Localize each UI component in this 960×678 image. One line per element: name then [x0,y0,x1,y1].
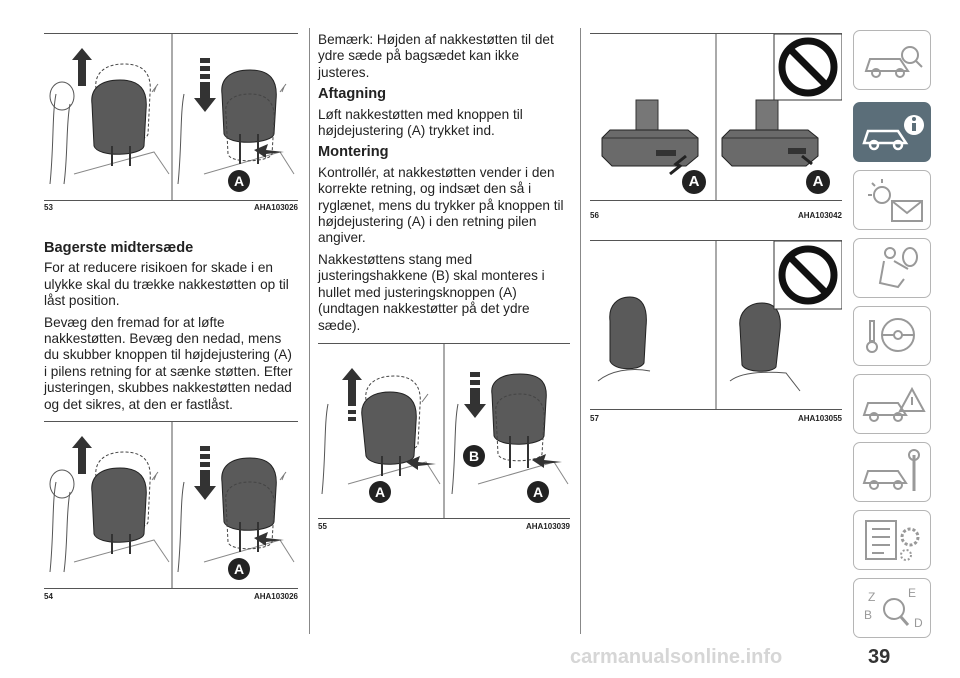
figure-number: 57 [590,414,599,423]
callout-a: A [688,173,700,190]
warning-lights-icon [854,171,932,231]
chapter-tab-safety[interactable] [853,238,931,298]
car-wrench-icon [854,443,932,503]
figure-code: AHA103026 [253,203,298,212]
column-divider [309,28,310,634]
figure-number: 54 [44,592,53,601]
section-heading: Bagerste midtersæde [44,240,194,256]
car-search-icon [854,31,932,91]
figure-number: 56 [590,211,599,220]
figure-code: AHA103055 [797,414,842,423]
car-info-icon [854,103,932,163]
figure-55 [318,343,570,519]
paragraph: Kontrollér, at nakkestøtten vender i den korrekte retning, og indsæt den så i ryglænet, mens du trykker på knoppen til højdejustering (A) i den retning pilen angiver. [318,164,564,246]
chapter-tab-active[interactable] [853,102,931,162]
figure-57 [590,240,842,410]
section-heading: Montering [318,144,389,161]
airbag-seat-icon [854,239,932,299]
svg-text:B: B [864,608,873,622]
chapter-tab-knowing-your-car[interactable] [853,30,931,90]
paragraph: Nakkestøttens stang med justeringshakkene (B) skal monteres i hullet med justeringsknoppen (A) (undtagen nakkestøtter på det ydre sæde). [318,251,545,333]
callout-a: A [233,173,245,189]
section-heading: Aftagning [318,86,387,103]
callout-a: A [374,484,386,500]
car-hazard-icon [854,375,932,435]
callout-a: A [532,484,544,500]
callout-b: B [468,448,480,464]
figure-56 [590,33,842,201]
callout-a: A [812,173,824,190]
steering-key-icon [854,307,932,367]
figure-code: AHA103039 [525,522,570,531]
figure-54 [44,421,298,589]
chapter-tab-maintenance[interactable] [853,442,931,502]
figure-53 [44,33,298,201]
paragraph: Bevæg den fremad for at løfte nakkestøtten. Bevæg den nedad, mens du skubber knoppen til højdejustering (A) i pilens retning for at sænke støtten. Efter justeringen, skubbes nakkestøtten nedad og det sikres, at den er fastlåst. [44,314,293,412]
chapter-tab-index[interactable] [853,578,931,638]
chapter-tab-starting-driving[interactable] [853,306,931,366]
svg-text:Z: Z [868,590,876,604]
watermark: carmanualsonline.info [570,646,783,668]
alphabet-index-icon [854,579,932,639]
section-removal-mounting [318,32,570,339]
figure-code: AHA103026 [253,592,298,601]
page-number: 39 [868,646,891,668]
figure-number: 55 [318,522,327,531]
section-rear-middle-seat [44,240,298,418]
column-divider [580,28,581,634]
note-paragraph: Bemærk: Højden af nakkestøtten til det ydre sæde på bagsædet kan ikke justeres. [318,32,554,80]
figure-code: AHA103042 [797,211,842,220]
chapter-tab-warning-lights[interactable] [853,170,931,230]
figure-number: 53 [44,203,53,212]
settings-list-icon [854,511,932,571]
chapter-tab-technical-data[interactable] [853,510,931,570]
chapter-tab-emergency[interactable] [853,374,931,434]
paragraph: For at reducere risikoen for skade i en ulykke skal du trække nakkestøtten op til låst position. [44,260,289,309]
svg-text:E: E [908,586,917,600]
callout-a: A [233,561,245,577]
paragraph: Løft nakkestøtten med knoppen til højdejustering (A) trykket ind. [318,106,523,139]
svg-text:D: D [914,616,923,630]
